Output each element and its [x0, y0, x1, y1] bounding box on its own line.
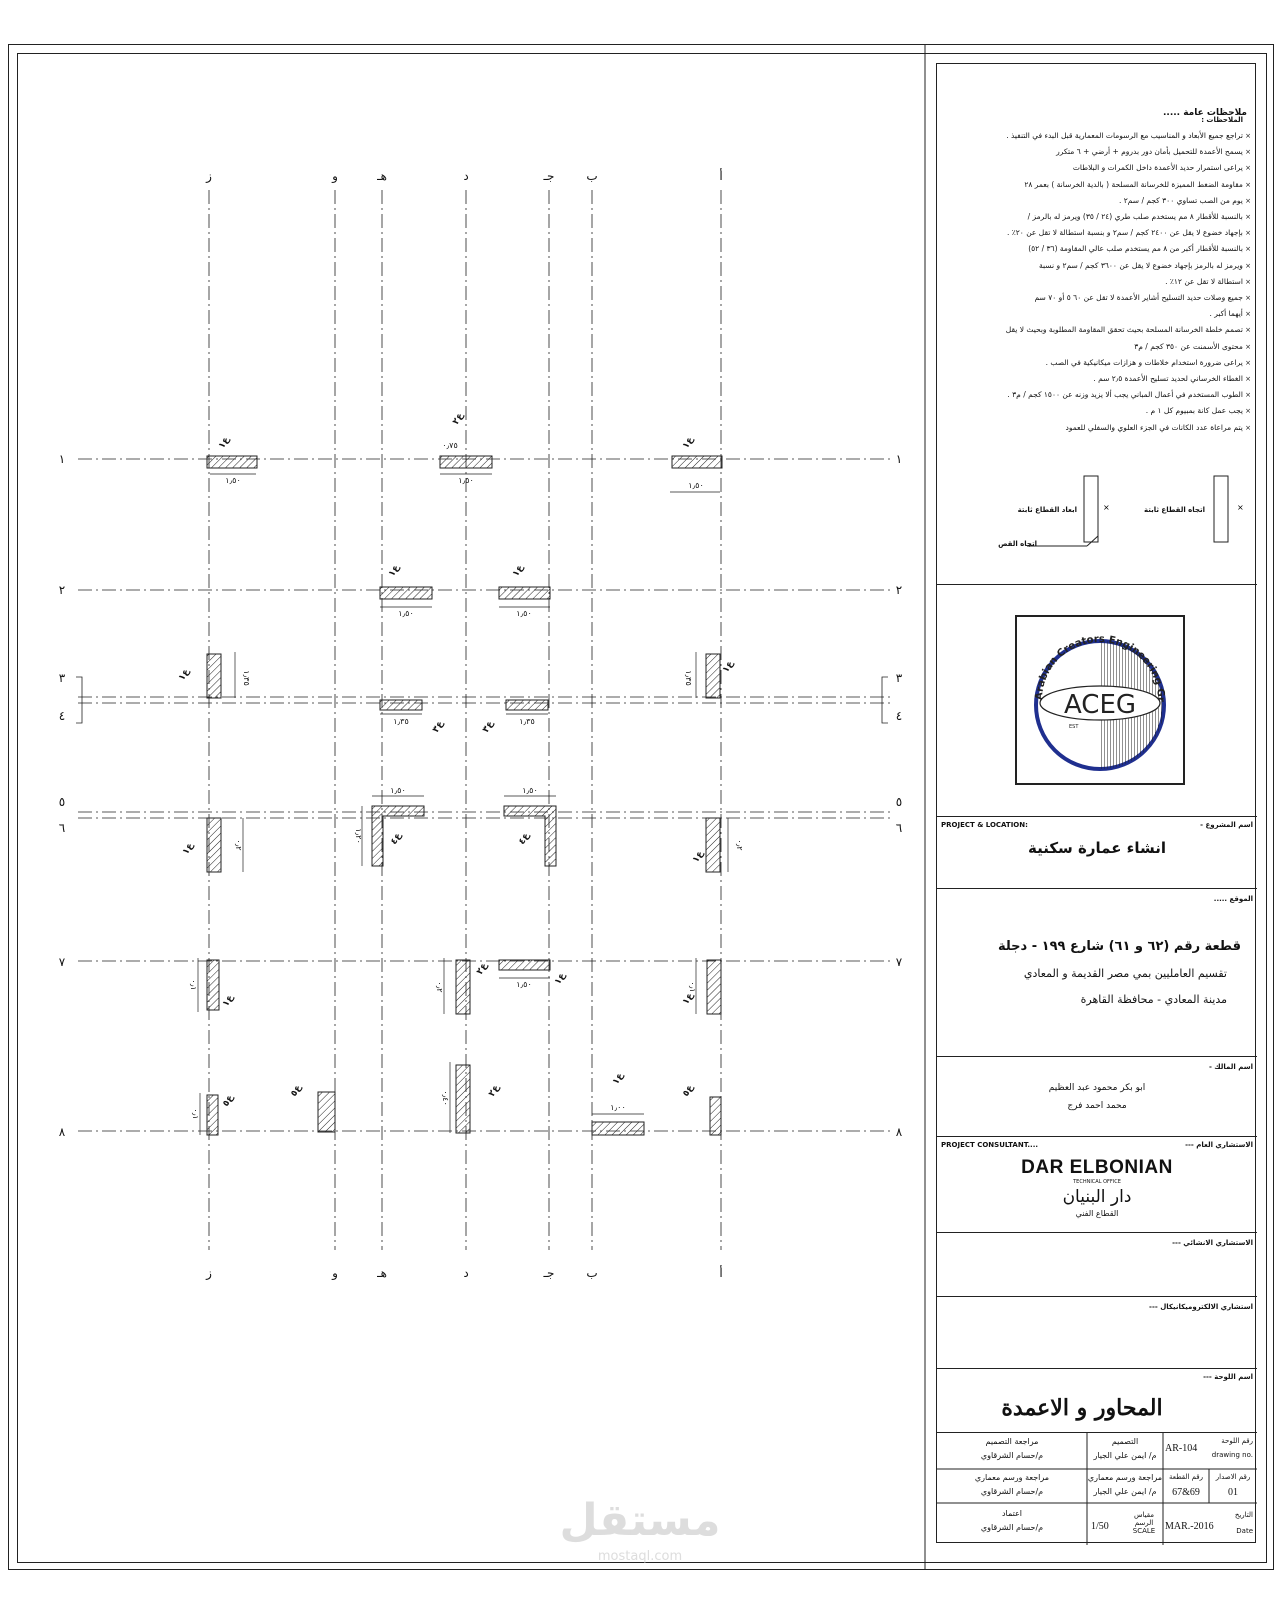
col-label-d7: ع٢: [475, 961, 490, 977]
plot-number: 67&69: [1172, 1487, 1200, 1498]
note-item: × يتم مراعاة عدد الكانات في الجزء العلوي والسفلي للعمود: [951, 420, 1251, 436]
col-label-a1: ع١: [681, 435, 696, 451]
col-label-h4: ع٣: [431, 719, 446, 735]
dim-z1: ١٫٥٠: [225, 476, 241, 485]
note-item: × أيهما أكبر .: [951, 306, 1251, 322]
stamp-approve: م/حسام الشرقاوي: [980, 1523, 1044, 1532]
logo-initials: ACEG: [1063, 690, 1137, 720]
col-label-d8: ع٢: [487, 1083, 502, 1099]
structural-consultant-panel: [937, 1232, 1257, 1296]
dim-d1-top: ٠٫٧٥: [442, 441, 458, 450]
col-label-j7: ع١: [553, 971, 568, 987]
axis-num-left-1: ١: [58, 452, 66, 466]
axis-label-top-j: جـ: [543, 169, 555, 183]
col-label-j4: ع٣: [481, 719, 496, 735]
axis-label-bottom-a: أ: [719, 1266, 723, 1280]
dim-j4: ١٫٣٥: [519, 717, 535, 726]
date-label: التاريخ: [1234, 1511, 1253, 1519]
note-item: × استطالة لا تقل عن ١٢٪ .: [951, 274, 1251, 290]
consultant-label-en: PROJECT CONSULTANT....: [941, 1141, 1039, 1149]
note-item: × محتوى الأسمنت عن ٣٥٠ كجم / م٣: [951, 339, 1251, 355]
col-label-z3: ع١: [177, 667, 192, 683]
stamp-approve-label: اعتماد: [1001, 1509, 1023, 1518]
axis-label-bottom-j: جـ: [543, 1266, 555, 1280]
axis-num-right-6: ٦: [895, 821, 903, 835]
col-label-d1: ع٢: [451, 411, 466, 427]
dim-a7: ٠٫١: [688, 981, 697, 993]
column-z6: [207, 818, 221, 872]
column-z7: [207, 960, 219, 1010]
col-label-a3: ع١: [721, 659, 736, 675]
consultant-sub-en: TECHNICAL OFFICE: [1073, 1179, 1121, 1185]
axis-num-left-8: ٨: [58, 1125, 66, 1139]
col-label-a7: ع١: [681, 991, 696, 1007]
watermark-logo: مستقل: [559, 1495, 721, 1546]
dim-h5-v: ١٫٢٠: [354, 828, 363, 844]
axis-label-top-b: ب: [586, 169, 598, 183]
dim-j7: ١٫٥٠: [516, 980, 532, 989]
note-item: × يراعى استمرار حديد الأعمدة داخل الكمرات و البلاطات: [951, 160, 1251, 176]
dim-h5: ١٫٥٠: [390, 786, 406, 795]
column-w8: [318, 1092, 335, 1132]
project-panel: [937, 816, 1257, 888]
dim-d1: ١٫٥٠: [458, 476, 474, 485]
axis-num-right-1: ١: [895, 452, 903, 466]
axis-num-left-5: ٥: [58, 795, 66, 809]
section-legend: [937, 474, 1257, 574]
stamp-check-label: مراجعة ورسم معماري: [974, 1473, 1050, 1482]
dim-z3: ١٫٣٥: [242, 670, 251, 686]
stamp-table: [937, 1432, 1257, 1544]
mep-consultant-panel: [937, 1296, 1257, 1368]
logo-est: EST: [1069, 724, 1079, 730]
drawing-number-label: رقم اللوحة: [1221, 1437, 1253, 1445]
column-a3: [706, 654, 720, 698]
consultant-panel: [937, 1136, 1257, 1232]
axis-label-top-a: أ: [719, 169, 723, 183]
consultant-sub-ar: القطاع الفني: [1075, 1209, 1119, 1218]
stamp-drawn-label: مراجعة ورسم معماري: [1087, 1473, 1163, 1482]
mep-consultant-label: استشاري الالكتروميكانيكال ---: [1149, 1303, 1253, 1311]
note-item: × يوم من الصب تساوي ٣٠٠ كجم / سم٢ .: [951, 193, 1251, 209]
column-j4: [506, 700, 548, 710]
site-panel: [937, 888, 1257, 1056]
dim-d8: ٠٫٤٠: [441, 1090, 450, 1106]
note-item: × الغطاء الخرساني لحديد تسليح الأعمدة ٢٫٥ سم .: [951, 371, 1251, 387]
issue-date: MAR.-2016: [1165, 1521, 1214, 1532]
axis-num-right-3: ٣: [895, 671, 903, 685]
owner-panel: [937, 1056, 1257, 1136]
stamp-designed: م/ ايمن علي الجيار: [1093, 1451, 1157, 1460]
note-item: × تصمم خلطة الخرسانة المسلحة بحيث تحقق المقاومة المطلوبة وبحيث لا يقل: [951, 322, 1251, 338]
title-block: [936, 63, 1256, 1543]
axis-label-bottom-z: ز: [206, 1266, 212, 1280]
column-d7: [456, 960, 470, 1014]
legend-fixed-label: اتجاه القطاع ثابتة: [1144, 506, 1205, 514]
dim-j5: ١٫٥٠: [522, 786, 538, 795]
axis-num-right-7: ٧: [895, 955, 903, 969]
axis-num-left-2: ٢: [58, 583, 66, 597]
column-z3: [207, 654, 221, 698]
drawing-number-label-en: drawing no.: [1211, 1451, 1253, 1459]
scale-label: مقياس الرسم: [1133, 1511, 1155, 1527]
owner-name-2: محمد احمد فرج: [1067, 1101, 1127, 1111]
dim-z8: ٠٫١: [191, 1108, 200, 1120]
column-a7: [707, 960, 721, 1014]
project-name: انشاء عمارة سكنية: [1027, 839, 1167, 857]
col-label-a8: ع٥: [681, 1083, 696, 1099]
axis-label-top-z: ز: [206, 169, 212, 183]
axis-num-left-3: ٣: [58, 671, 66, 685]
notes-subheading: الملاحظات :: [1201, 116, 1243, 124]
drawing-title: المحاور و الاعمدة: [1001, 1395, 1163, 1421]
col-label-z1: ع١: [217, 435, 232, 451]
column-z1: [207, 456, 257, 468]
dim-z6: ٠٫٢: [234, 839, 243, 851]
axis-label-top-d: د: [463, 169, 469, 183]
site-line-3: مدينة المعادي - محافظة القاهرة: [1080, 993, 1227, 1006]
note-item: × مقاومة الضغط المميزة للخرسانة المسلحة ( بالدية الخرسانة ) بعمر ٢٨: [951, 177, 1251, 193]
axis-label-bottom-b: ب: [586, 1266, 598, 1280]
plot-label: رقم القطعة: [1168, 1473, 1204, 1481]
column-b8: [592, 1122, 644, 1135]
col-label-z8: ع٥: [221, 1093, 236, 1109]
axis-num-left-4: ٤: [58, 709, 66, 723]
scale-value: 1/50: [1091, 1521, 1109, 1532]
column-z8: [207, 1095, 218, 1135]
aceg-logo-graphic: [1017, 617, 1183, 783]
svg-text:×: ×: [1103, 503, 1110, 512]
col-label-h2: ع١: [387, 563, 402, 579]
column-a8: [710, 1097, 721, 1135]
logo-arc-text: Arabian Creators Engineering Gr: [1033, 633, 1167, 702]
watermark-url: mostaql.com: [597, 1549, 683, 1564]
axis-num-left-7: ٧: [58, 955, 66, 969]
aceg-logo: [1015, 615, 1185, 785]
column-j2: [499, 587, 550, 599]
axis-num-left-6: ٦: [58, 821, 66, 835]
col-label-j5: ع٤: [517, 831, 532, 847]
axis-num-right-4: ٤: [895, 709, 903, 723]
dim-z7: ٠٫١: [189, 979, 198, 991]
note-item: × جميع وصلات حديد التسليح أشاير الأعمدة لا تقل عن ٦٠ ٥ أو ٧٠ سم: [951, 290, 1251, 306]
col-label-j2: ع١: [511, 563, 526, 579]
consultant-name-en: DAR ELBONIAN: [1021, 1157, 1173, 1178]
note-item: × بالنسبة للأقطار أكبر من ٨ مم يستخدم صلب عالي المقاومة (٣٦ / ٥٢): [951, 241, 1251, 257]
column-a1: [672, 456, 722, 468]
column-h2: [380, 587, 432, 599]
column-d8: [456, 1065, 470, 1133]
issue-label: رقم الاصدار: [1215, 1473, 1251, 1481]
note-item: × ويرمز له بالرمز بإجهاد خضوع لا يقل عن ٣٦٠٠ كجم / سم٢ و نسبة: [951, 258, 1251, 274]
col-label-z7: ع١: [221, 993, 236, 1009]
axis-label-top-w: و: [332, 169, 338, 183]
dim-d7: ٠٫٢: [435, 981, 444, 993]
drawing-label: اسم اللوحة ---: [1203, 1373, 1253, 1381]
issue-number: 01: [1228, 1487, 1238, 1498]
axis-num-right-8: ٨: [895, 1125, 903, 1139]
note-item: × يسمح الأعمدة للتحميل بأمان دور بدروم + أرضي + ٦ متكرر: [951, 144, 1251, 160]
note-item: × يراعى ضرورة استخدام خلاطات و هزازات ميكانيكية في الصب .: [951, 355, 1251, 371]
col-label-z6: ع١: [181, 841, 196, 857]
note-item: × يجب عمل كانة بمبيوم كل ١ م .: [951, 403, 1251, 419]
column-j7: [499, 960, 550, 970]
col-label-a6: ع١: [691, 849, 706, 865]
col-label-b8: ع١: [611, 1071, 626, 1087]
col-label-w8: ع٥: [289, 1083, 304, 1099]
general-notes-panel: [937, 64, 1257, 584]
stamp-review-label: مراجعة التصميم: [985, 1437, 1039, 1446]
owner-name-1: ابو بكر محمود عبد العظيم: [1048, 1083, 1146, 1093]
note-item: × تراجع جميع الأبعاد و المناسيب مع الرسومات المعمارية قبل البدء في التنفيذ .: [951, 128, 1251, 144]
dim-h4: ١٫٣٥: [393, 717, 409, 726]
notes-list: [951, 128, 1251, 436]
notes-heading: ملاحظات عامة .....: [1162, 108, 1247, 118]
project-label-en: PROJECT & LOCATION:: [941, 821, 1028, 829]
dim-a6: ٠٫٢: [735, 839, 744, 851]
consultant-name-ar: دار البنيان: [1062, 1187, 1132, 1207]
legend-fixed-label-2: ابعاد القطاع ثابتة: [1017, 506, 1077, 514]
stamp-review: م/حسام الشرقاوي: [980, 1451, 1044, 1460]
note-item: × بإجهاد خضوع لا يقل عن ٢٤٠٠ كجم / سم٢ و بنسبة استطالة لا تقل عن ٢٠٪ .: [951, 225, 1251, 241]
column-a6: [706, 818, 720, 872]
stamp-drawn: م/ ايمن علي الجيار: [1093, 1487, 1157, 1496]
dim-h2: ١٫٥٠: [398, 609, 414, 618]
col-label-h5: ع٤: [389, 831, 404, 847]
axis-num-right-2: ٢: [895, 583, 903, 597]
dim-j2: ١٫٥٠: [516, 609, 532, 618]
stamp-designed-label: التصميم: [1111, 1437, 1139, 1446]
legend-arrow-label: اتجاه القص: [998, 540, 1037, 548]
owner-label: اسم المالك -: [1208, 1063, 1253, 1071]
site-line-1: قطعة رقم (٦٢ و ٦١) شارع ١٩٩ - دجلة: [997, 939, 1241, 954]
date-label-en: Date: [1236, 1527, 1253, 1535]
drawing-number: AR-104: [1165, 1443, 1198, 1454]
stamp-check: م/حسام الشرقاوي: [980, 1487, 1044, 1496]
note-item: × بالنسبة للأقطار ٨ مم يستخدم صلب طري (٢٤ / ٣٥) ويرمز له بالرمز /: [951, 209, 1251, 225]
svg-text:×: ×: [1237, 503, 1244, 512]
site-label: الموقع .....: [1213, 895, 1253, 903]
axis-label-bottom-d: د: [463, 1266, 469, 1280]
structural-consultant-label: الاستشاري الانشائي ---: [1172, 1239, 1253, 1247]
drawing-title-panel: [937, 1368, 1257, 1432]
consultant-label-ar: الاستشاري العام ---: [1185, 1141, 1253, 1149]
axis-label-top-h: هـ: [377, 169, 387, 183]
axis-label-bottom-h: هـ: [377, 1266, 387, 1280]
axis-num-right-5: ٥: [895, 795, 903, 809]
logo-panel: [937, 584, 1257, 816]
project-label-ar: اسم المشروع -: [1200, 821, 1253, 829]
dim-a3: ١٫٣٥: [684, 670, 693, 686]
column-d1: [440, 456, 492, 468]
column-h4: [380, 700, 422, 710]
axis-label-bottom-w: و: [332, 1266, 338, 1280]
note-item: × الطوب المستخدم في أعمال المباني يجب ألا يزيد وزنه عن ١٥٠٠ كجم / م٣ .: [951, 387, 1251, 403]
dim-b8: ١٫٠٠: [610, 1103, 626, 1112]
dim-a1: ١٫٥٠: [688, 481, 704, 490]
scale-label-en: SCALE: [1132, 1527, 1156, 1535]
site-line-2: تقسيم العامليين بمي مصر القديمة و المعادي: [1023, 967, 1227, 980]
